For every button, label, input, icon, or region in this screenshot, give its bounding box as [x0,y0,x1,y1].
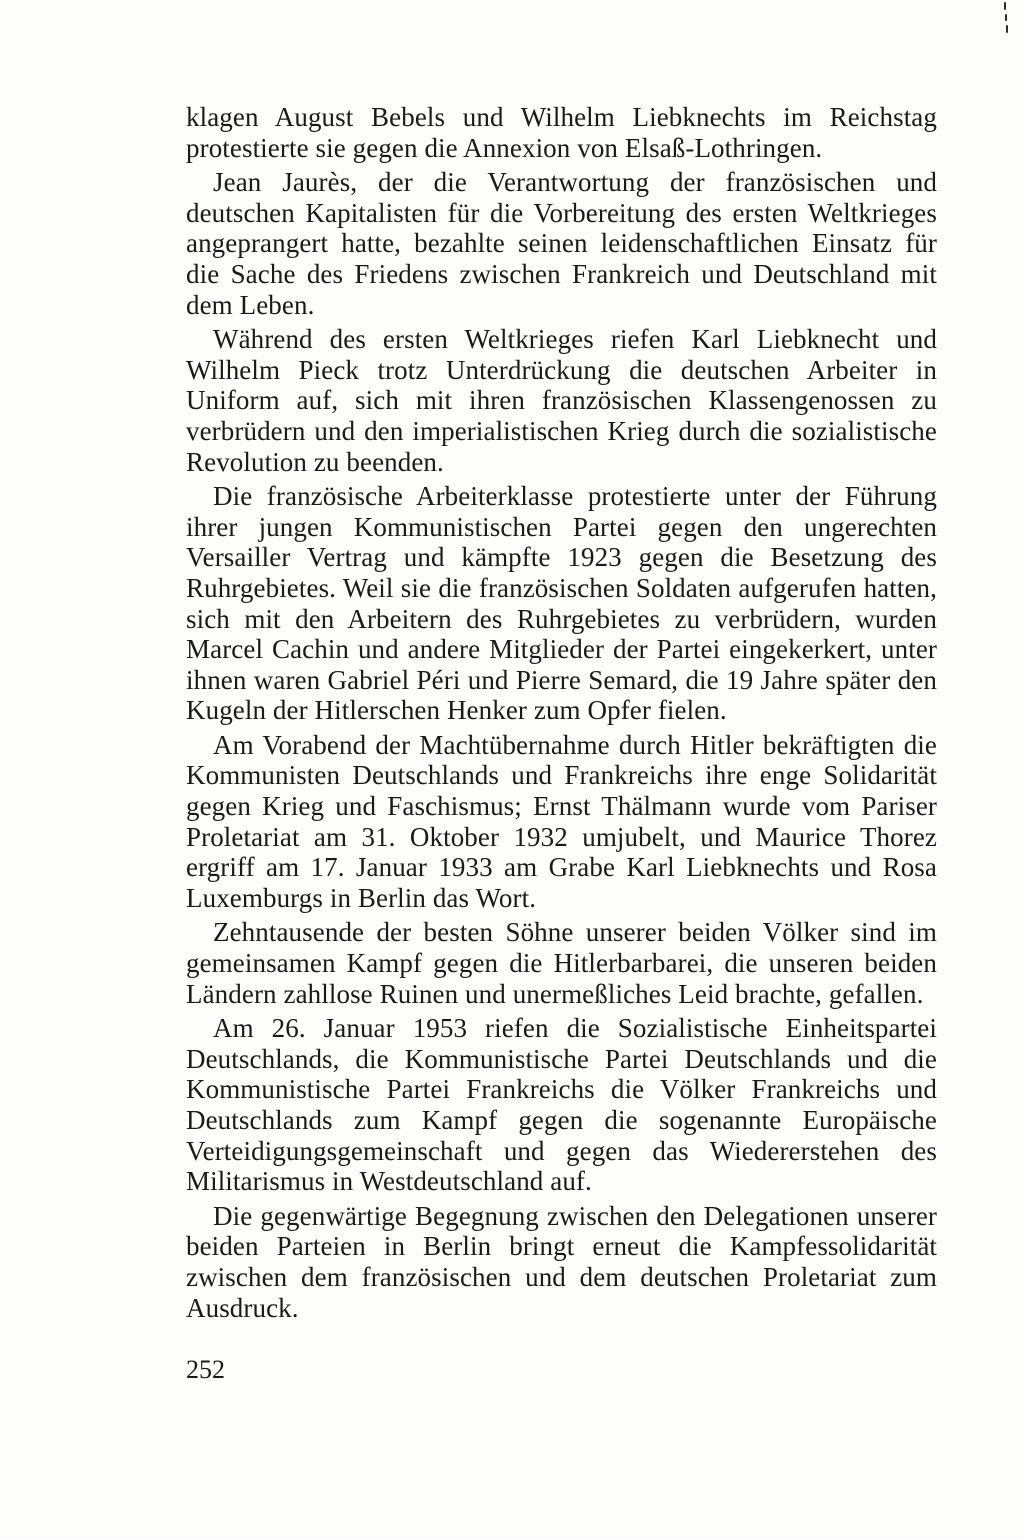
paragraph: Die gegenwärtige Begegnung zwischen den Delegationen unserer beiden Parteien in Berlin bringt erneut die Kampfessolidarität zwischen dem französischen und dem deutschen Proletariat zum Ausdruck. [186,1200,937,1323]
paragraph: Am Vorabend der Machtübernahme durch Hitler bekräftigten die Kommunisten Deutschlands und Frankreichs ihre enge Solidarität gegen Krieg und Faschismus; Ernst Thälmann wurde vom Pariser Proletariat am 31. Oktober 1932 umjubelt, und Maurice Thorez ergriff am 17. Januar 1933 am Grabe Karl Liebknechts und Rosa Luxemburgs in Berlin das Wort. [186,729,937,913]
corner-scan-mark [1004,2,1008,34]
paragraph: Zehntausende der besten Söhne unserer beiden Völker sind im gemeinsamen Kampf gegen die Hitlerbarbarei, die unseren beiden Ländern zahllose Ruinen und unermeßliches Leid brachte, gefallen. [186,917,937,1009]
paragraph: Am 26. Januar 1953 riefen die Sozialistische Einheitspartei Deutschlands, die Kommunistische Partei Deutschlands und die Kommunistische Partei Frankreichs die Völker Frankreichs und Deutschlands zum Kampf gegen die sogenannte Europäische Verteidigungsgemeinschaft und gegen das Wiedererstehen des Militarismus in Westdeutschland auf. [186,1013,937,1197]
page-number: 252 [186,1355,225,1384]
paragraph: klagen August Bebels und Wilhelm Liebknechts im Reichstag protestierte sie gegen die Annexion von Elsaß-Lothringen. [186,102,937,163]
paragraph: Jean Jaurès, der die Verantwortung der französischen und deutschen Kapitalisten für die Vorbereitung des ersten Weltkrieges angeprangert hatte, bezahlte seinen leidenschaftlichen Einsatz für die Sache des Friedens zwischen Frankreich und Deutschland mit dem Leben. [186,167,937,320]
body-text [186,102,937,1323]
paragraph: Während des ersten Weltkrieges riefen Karl Liebknecht und Wilhelm Pieck trotz Unterdrückung die deutschen Arbeiter in Uniform auf, sich mit ihren französischen Klassengenossen zu verbrüdern und den imperialistischen Krieg durch die sozialistische Revolution zu beenden. [186,324,937,477]
paragraph: Die französische Arbeiterklasse protestierte unter der Führung ihrer jungen Kommunistischen Partei gegen den ungerechten Versailler Vertrag und kämpfte 1923 gegen die Besetzung des Ruhrgebietes. Weil sie die französischen Soldaten aufgerufen hatten, sich mit den Arbeitern des Ruhrgebietes zu verbrüdern, wurden Marcel Cachin und andere Mitglieder der Partei eingekerkert, unter ihnen waren Gabriel Péri und Pierre Semard, die 19 Jahre später den Kugeln der Hitlerschen Henker zum Opfer fielen. [186,481,937,726]
